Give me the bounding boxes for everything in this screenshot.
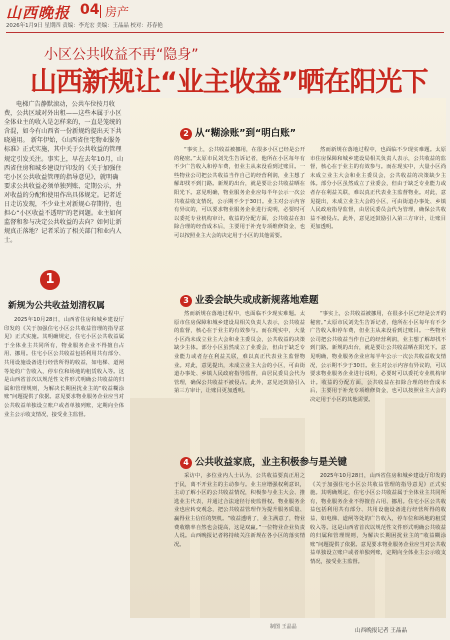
section-1-number: 1	[40, 270, 60, 290]
article-lead	[4, 100, 124, 246]
dateline: 2026年1月9日 星期四 责编：李光宏 美编：王晶晶 校对：苏春艳	[6, 23, 163, 29]
article-title: 山西新规让“业主收益”晒在阳光下	[30, 67, 428, 98]
column-3	[174, 310, 305, 450]
column-3b-text: “事实上，公共收益被挪用，在很多小区已经是公开的秘密。”太原市民刘先生告诉记者，他所在小区每年有不少广告收入和停车费，但业主从来没看到过账目。一些物业公司把公共收益当作自己的经营利润，业主想了解却找不到门路。新规的出台，就是要让公共收益晒在阳光下。意见明确，物业服务企业应每半年公示一次公共收益收支情况，公示期不少于30日。业主对公示内容有异议的，可以要求物业服务企业进行说明，必要时可以委托专业机构审计。收益的分配方面，公共收益在扣除合理的经营成本后，主要用于补充专项维修资金，也可以按照业主大会的决定用于小区的其他需要。	[310, 311, 446, 403]
section-3-heading: 业委会缺失或成新规落地难题	[195, 295, 319, 306]
column-1-text: 2025年10月28日，山西省住房和城乡建设厅印发的《关于加强住宅小区公共收益管理的指导意见》正式实施。其明确规定，住宅小区公共收益属于全体业主共同所有，物业服务企业不得擅自占用、挪用。住宅小区公共收益包括利用共有部分、共用设施设备进行经营所得的收益，如电梯、道闸等处的广告收入，停车位和场地的租赁收入等。这是山西省首次以规范性文件形式明确公共收益的归属和管理规则，为解决长期困扰业主的“收益糊涂账”问题提供了依据。意见要求物业服务企业应当对公共收益单独设立账户或者单独列账，定期向全体业主公示收支情况，接受业主监督。	[4, 317, 124, 418]
section-4-number: 4	[180, 457, 192, 469]
section-name: 房产	[105, 5, 130, 19]
newspaper-logo: 山西晚报	[6, 4, 71, 22]
section-4-heading-wrap	[180, 454, 347, 469]
section-2-heading-wrap	[180, 125, 296, 140]
lead-text: 电梯广告静默滚动，公共车位按月收费，公共区域对外出租——这些本属于小区全体业主的收入是怎样来的，一直是笼统的含混，如今有山西省一份新规约提出天下共晓通用。 新年伊始，《山西省住宅物业服务标准》正式实施，其中关于公共收益的管理规定引发关注。事实上，早在去年10月，山西省住房和城乡建设厅印发的《关于加强住宅小区公共收益管理的指导意见》，就明确要求公共收益必须单独列账、定期公示，并对收益的分配和使用作出具体规定。记者近日走访发现，不少业主对新规心存期待，也担心“小区收益不透明”的老问题。业主如何监督和参与决定公共收益的去向？如何让新规真正落地？记者采访了相关部门和业内人士。	[4, 101, 124, 245]
photo-credit: 制图 王晶晶	[270, 624, 297, 630]
column-1	[4, 316, 124, 616]
column-2-text: “事实上，公共收益被挪用，在很多小区已经是公开的秘密。”太原市民刘先生告诉记者，他所在小区每年有不少广告收入和停车费，但业主从来没看到过账目。一些物业公司把公共收益当作自己的经营利润，业主想了解却找不到门路。新规的出台，就是要让公共收益晒在阳光下。意见明确，物业服务企业应每半年公示一次公共收益收支情况，公示期不少于30日。业主对公示内容有异议的，可以要求物业服务企业进行说明，必要时可以委托专业机构审计。收益的分配方面，公共收益在扣除合理的经营成本后，主要用于补充专项维修资金，也可以按照业主大会的决定用于小区的其他需要。	[174, 147, 305, 239]
author-byline: 山西晚报记者 王晶晶	[355, 628, 408, 634]
section-1-heading: 新规为公共收益划清权属	[8, 301, 105, 311]
column-4b	[310, 472, 446, 620]
column-4	[174, 472, 305, 620]
page-separator	[100, 5, 101, 18]
section-3-heading-wrap	[180, 292, 319, 307]
section-2-heading: 从“糊涂账”到“明白账”	[195, 128, 296, 139]
section-4-heading: 公共收益家底，业主积极参与是关键	[195, 457, 348, 468]
section-2-number: 2	[180, 128, 192, 140]
section-3-number: 3	[180, 295, 192, 307]
page-number: 04	[80, 2, 100, 18]
column-4-text: 采访中，多位业内人士认为，公共收益要真正用之于民，离不开业主的主动参与。业主应增强权利意识，主动了解小区的公共收益情况，积极参与业主大会、推选业主代表，并通过合法途径行使监督权。物业服务企业也应转变观念，把公共收益管理作为提升服务质量、赢得业主信任的契机。“收益透明了，业主满意了，物业费收缴率自然也会提高，这是双赢。”一位物业企业负责人说。山西晚报记者将持续关注新规在各小区的落实情况。	[174, 473, 305, 548]
masthead	[6, 2, 444, 33]
column-2b-text: 然而新规在落地过程中，也面临不少现实难题。太原市住房保障和城乡建设局相关负责人表示，公共收益的监督，核心在于业主的有效参与。而在现实中，大量小区尚未成立业主大会和业主委员会，公共收益的决策缺少主体。部分小区虽然成立了业委会，但由于缺乏专业能力或者存在利益关联，难以真正代表业主监督物业。对此，意见提出，未成立业主大会的小区，可由街道办事处、乡镇人民政府指导监督，由居民委员会代为管理，确保公共收益不被侵占。此外，意见还鼓励引入第三方审计，让账目更加透明。	[310, 147, 446, 231]
column-3b	[310, 310, 446, 450]
column-3-text: 然而新规在落地过程中，也面临不少现实难题。太原市住房保障和城乡建设局相关负责人表示，公共收益的监督，核心在于业主的有效参与。而在现实中，大量小区尚未成立业主大会和业主委员会，公共收益的决策缺少主体。部分小区虽然成立了业委会，但由于缺乏专业能力或者存在利益关联，难以真正代表业主监督物业。对此，意见提出，未成立业主大会的小区，可由街道办事处、乡镇人民政府指导监督，由居民委员会代为管理，确保公共收益不被侵占。此外，意见还鼓励引入第三方审计，让账目更加透明。	[174, 311, 305, 395]
column-4b-text: 2025年10月28日，山西省住房和城乡建设厅印发的《关于加强住宅小区公共收益管理的指导意见》正式实施。其明确规定，住宅小区公共收益属于全体业主共同所有，物业服务企业不得擅自占用、挪用。住宅小区公共收益包括利用共有部分、共用设施设备进行经营所得的收益，如电梯、道闸等处的广告收入，停车位和场地的租赁收入等。这是山西省首次以规范性文件形式明确公共收益的归属和管理规则，为解决长期困扰业主的“收益糊涂账”问题提供了依据。意见要求物业服务企业应当对公共收益单独设立账户或者单独列账，定期向全体业主公示收支情况，接受业主监督。	[310, 473, 446, 565]
article-subtitle: 小区公共收益不再“隐身”	[44, 47, 199, 63]
